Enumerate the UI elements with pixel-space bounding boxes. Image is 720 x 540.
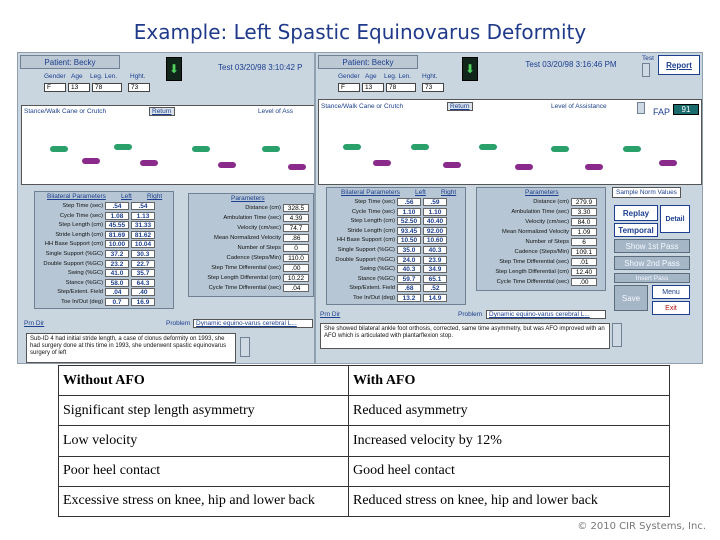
right-value: 92.00	[423, 227, 447, 235]
table-row	[329, 275, 447, 283]
stance-label: Stance/Walk Cane or Crutch	[24, 108, 107, 115]
test-scroll[interactable]	[642, 63, 650, 77]
param-value: 279.9	[571, 198, 597, 206]
table-row	[329, 256, 447, 264]
right-footprint	[585, 164, 603, 170]
assist-dropdown[interactable]	[637, 102, 645, 114]
prn-dir-link[interactable]: Prn Dir	[320, 311, 341, 318]
table-row	[37, 240, 155, 248]
left-value: 10.00	[105, 240, 129, 248]
notes-text[interactable]: Sub-ID 4 had initial stride length, a case of clonus deformity on 1993, she had surgery done at this time in 1993, she underwent spastic equinovarus surgery of left	[26, 333, 236, 363]
param-value: 110.0	[283, 254, 309, 262]
copyright-text: © 2010 CIR Systems, Inc.	[577, 521, 706, 532]
gender-input[interactable]: F	[44, 83, 66, 92]
right-value: 81.62	[131, 231, 155, 239]
stance-label: Stance/Walk Cane or Crutch	[321, 103, 404, 110]
left-value: 1.10	[397, 208, 421, 216]
param-label: Cadence (Steps/Min)	[226, 255, 281, 261]
right-value: 16.9	[131, 298, 155, 306]
leg-len-input[interactable]: 78	[92, 83, 122, 92]
height-label: Hght.	[130, 73, 146, 80]
row-label: Single Support (%GC)	[337, 247, 395, 253]
param-row	[479, 208, 597, 216]
left-value: 93.45	[397, 227, 421, 235]
problem-label: Problem	[166, 320, 191, 327]
param-value: 74.7	[283, 224, 309, 232]
param-value: 109.1	[571, 248, 597, 256]
right-value: 65.1	[423, 275, 447, 283]
param-row	[479, 218, 597, 226]
param-label: Cycle Time Differential (sec)	[496, 279, 569, 285]
gender-input[interactable]: F	[338, 83, 360, 92]
left-value: .04	[105, 288, 129, 296]
right-value: .52	[423, 284, 447, 292]
table-row	[37, 269, 155, 277]
right-value: 40.3	[423, 246, 447, 254]
left-footprint	[114, 144, 132, 150]
with-cell: Reduced asymmetry	[349, 396, 670, 426]
param-row	[479, 268, 597, 276]
right-value: 23.9	[423, 256, 447, 264]
insert-pass-button[interactable]: Insert Pass	[614, 273, 690, 283]
param-label: Number of Steps	[237, 245, 281, 251]
table-row	[37, 288, 155, 296]
without-cell: Low velocity	[59, 426, 349, 456]
param-row	[479, 248, 597, 256]
param-label: Cycle Time Differential (sec)	[208, 285, 281, 291]
right-value: 40.40	[423, 217, 447, 225]
param-row	[191, 284, 309, 292]
download-icon[interactable]: ⬇	[166, 57, 182, 81]
table-row	[59, 396, 670, 426]
right-value: 31.33	[131, 221, 155, 229]
left-value: 45.55	[105, 221, 129, 229]
table-title: Bilateral Parameters	[341, 189, 400, 196]
right-value: 10.04	[131, 240, 155, 248]
table-row	[37, 250, 155, 258]
screenshots-area	[17, 52, 703, 364]
gender-label: Gender	[44, 73, 66, 80]
row-label: Stride Length (cm)	[347, 227, 395, 234]
param-row	[191, 214, 309, 222]
col-right: Right	[441, 189, 457, 196]
right-value: 35.7	[131, 269, 155, 277]
test-label: Test	[642, 55, 654, 62]
param-row	[479, 228, 597, 236]
param-value: 84.0	[571, 218, 597, 226]
param-label: Step Length Differential (cm)	[495, 269, 569, 275]
left-footprint	[411, 144, 429, 150]
test-date: Test 03/20/98 3:10:42 P	[218, 62, 303, 72]
prn-dir-link[interactable]: Prn Dir	[24, 320, 45, 327]
height-input[interactable]: 73	[128, 83, 150, 92]
row-label: Cycle Time (sec)	[59, 212, 103, 219]
left-value: 58.0	[105, 279, 129, 287]
leg-len-label: Leg. Len.	[90, 73, 118, 80]
row-label: Stance (%GC)	[65, 279, 103, 286]
row-label: Step Time (sec)	[354, 199, 395, 205]
row-label: Cycle Time (sec)	[351, 208, 395, 215]
right-value: 14.9	[423, 294, 447, 302]
param-row	[191, 264, 309, 272]
left-value: 37.2	[105, 250, 129, 258]
right-value: 1.10	[423, 208, 447, 216]
table-row	[37, 221, 155, 229]
with-cell: Reduced stress on knee, hip and lower back	[349, 486, 670, 516]
param-label: Ambulation Time (sec)	[511, 209, 569, 215]
col-right: Right	[147, 193, 163, 200]
table-row	[37, 202, 155, 210]
menu-button[interactable]: Menu	[652, 285, 690, 299]
table-row	[37, 260, 155, 268]
header-without-afo: Without AFO	[59, 366, 349, 396]
table-row	[37, 231, 155, 239]
param-label: Distance (cm)	[245, 205, 281, 211]
detail-button[interactable]	[660, 205, 690, 233]
param-value: .86	[283, 234, 309, 242]
table-row	[329, 217, 447, 225]
left-footprint	[551, 146, 569, 152]
comparison-table	[58, 365, 670, 517]
left-value: 81.69	[105, 231, 129, 239]
right-footprint	[82, 158, 100, 164]
left-value: 41.0	[105, 269, 129, 277]
test-date: Test 03/20/98 3:16:46 PM	[525, 59, 617, 69]
replay-button[interactable]: Replay	[614, 205, 658, 221]
table-row	[59, 486, 670, 516]
bilateral-parameters-table	[326, 187, 466, 305]
param-row	[191, 204, 309, 212]
header-row	[59, 366, 670, 396]
without-cell: Excessive stress on knee, hip and lower back	[59, 486, 349, 516]
left-value: 35.0	[397, 246, 421, 254]
right-value: .40	[131, 288, 155, 296]
parameters-table	[476, 187, 606, 291]
row-label: Swing (%GC)	[67, 270, 103, 277]
assist-label: Level of Assistance	[551, 103, 607, 110]
table-title: Parameters	[525, 189, 559, 196]
param-label: Ambulation Time (sec)	[223, 215, 281, 221]
age-label: Age	[71, 73, 83, 80]
left-footprint	[192, 146, 210, 152]
param-label: Step Time Differential (sec)	[499, 259, 569, 265]
without-cell: Poor heel contact	[59, 456, 349, 486]
table-title: Parameters	[231, 195, 265, 202]
param-value: 1.09	[571, 228, 597, 236]
age-label: Age	[365, 73, 377, 80]
left-footprint	[623, 146, 641, 152]
left-value: 13.2	[397, 294, 421, 302]
with-cell: Good heel contact	[349, 456, 670, 486]
bilateral-parameters-table	[34, 191, 174, 309]
problem-field[interactable]: Dynamic equino-varus cerebral L...	[193, 319, 313, 328]
right-value: 22.7	[131, 260, 155, 268]
height-input[interactable]: 73	[422, 83, 444, 92]
right-footprint	[515, 164, 533, 170]
left-value: 59.7	[397, 275, 421, 283]
right-footprint	[140, 160, 158, 166]
left-value: 24.0	[397, 256, 421, 264]
param-row	[191, 234, 309, 242]
show-2nd-pass-button[interactable]: Show 2nd Pass	[614, 256, 690, 270]
param-label: Mean Normalized Velocity	[501, 229, 569, 235]
left-footprint	[479, 144, 497, 150]
leg-len-label: Leg. Len.	[384, 73, 412, 80]
scrollbar[interactable]	[240, 337, 250, 357]
left-value: 1.08	[105, 212, 129, 220]
report-button[interactable]: Report	[658, 55, 700, 75]
right-value: 10.60	[423, 236, 447, 244]
row-label: Step/Extent. Field	[349, 285, 395, 292]
right-value: 30.3	[131, 250, 155, 258]
col-left: Left	[121, 193, 132, 200]
param-label: Step Length Differential (cm)	[207, 275, 281, 281]
param-value: .04	[283, 284, 309, 292]
left-gait-screen	[17, 52, 315, 364]
left-footprint	[50, 146, 68, 152]
table-row	[37, 279, 155, 287]
table-row	[329, 236, 447, 244]
left-value: .54	[105, 202, 129, 210]
leg-len-input[interactable]: 78	[386, 83, 416, 92]
left-value: 52.50	[397, 217, 421, 225]
param-value: .01	[571, 258, 597, 266]
param-row	[191, 244, 309, 252]
col-left: Left	[415, 189, 426, 196]
right-value: .59	[423, 198, 447, 206]
table-row	[329, 198, 447, 206]
param-value: .00	[571, 278, 597, 286]
patient-field: Patient: Becky	[318, 55, 418, 69]
notes-text[interactable]: She showed bilateral ankle foot orthosis, corrected, same time asymmetry, but was AFO improved with an AFO which is articulated with plantarflexion stop.	[320, 323, 610, 349]
temporal-button[interactable]: Temporal	[614, 223, 658, 237]
footprint-strip	[21, 105, 315, 185]
param-row	[479, 278, 597, 286]
gender-label: Gender	[338, 73, 360, 80]
table-row	[59, 426, 670, 456]
param-value: 328.5	[283, 204, 309, 212]
param-label: Velocity (cm/sec)	[237, 225, 281, 231]
table-title: Bilateral Parameters	[47, 193, 106, 200]
param-label: Cadence (Steps/Min)	[514, 249, 569, 255]
param-value: .00	[283, 264, 309, 272]
right-footprint	[659, 160, 677, 166]
return-button[interactable]: Return	[447, 102, 473, 111]
row-label: HH Base Support (cm)	[336, 237, 395, 244]
left-value: .68	[397, 284, 421, 292]
table-row	[329, 284, 447, 292]
row-label: Double Support (%GC)	[43, 260, 103, 267]
download-icon[interactable]: ⬇	[462, 57, 478, 81]
parameters-table	[188, 193, 314, 297]
with-cell: Increased velocity by 12%	[349, 426, 670, 456]
row-label: Double Support (%GC)	[335, 256, 395, 263]
param-row	[191, 224, 309, 232]
left-value: 0.7	[105, 298, 129, 306]
param-label: Mean Normalized Velocity	[213, 235, 281, 241]
row-label: Toe In/Out (deg)	[353, 295, 395, 301]
table-row	[329, 265, 447, 273]
param-label: Number of Steps	[525, 239, 569, 245]
param-value: 0	[283, 244, 309, 252]
param-value: 4.39	[283, 214, 309, 222]
save-button[interactable]: Save	[614, 285, 648, 311]
right-value: .54	[131, 202, 155, 210]
left-footprint	[262, 146, 280, 152]
row-label: Stride Length (cm)	[55, 231, 103, 238]
row-label: Step Time (sec)	[62, 203, 103, 209]
exit-button[interactable]: Exit	[652, 301, 690, 315]
left-footprint	[343, 144, 361, 150]
age-input[interactable]: 13	[362, 83, 384, 92]
problem-field[interactable]: Dynamic equino-varus cerebral L...	[486, 310, 606, 319]
without-cell: Significant step length asymmetry	[59, 396, 349, 426]
table-row	[37, 298, 155, 306]
right-value: 34.9	[423, 265, 447, 273]
param-label: Velocity (cm/sec)	[525, 219, 569, 225]
footprint-strip	[318, 99, 702, 185]
row-label: Step/Extent. Field	[57, 289, 103, 296]
age-input[interactable]: 13	[68, 83, 90, 92]
param-value: 10.22	[283, 274, 309, 282]
param-value: 6	[571, 238, 597, 246]
right-footprint	[288, 164, 306, 170]
patient-field: Patient: Becky	[20, 55, 120, 69]
row-label: Toe In/Out (deg)	[61, 299, 103, 305]
table-row	[329, 246, 447, 254]
slide-title: Example: Left Spastic Equinovarus Deformity	[133, 20, 587, 44]
table-row	[329, 208, 447, 216]
param-row	[479, 198, 597, 206]
left-value: 10.50	[397, 236, 421, 244]
detail-label: Detail	[665, 215, 685, 223]
assist-label: Level of Ass	[258, 108, 294, 115]
right-footprint	[373, 160, 391, 166]
left-value: 40.3	[397, 265, 421, 273]
row-label: Stance (%GC)	[357, 275, 395, 282]
return-button[interactable]: Return	[149, 107, 175, 116]
show-1st-pass-button[interactable]: Show 1st Pass	[614, 239, 690, 253]
height-label: Hght.	[422, 73, 438, 80]
row-label: HH Base Support (cm)	[44, 241, 103, 248]
right-footprint	[443, 162, 461, 168]
header-with-afo: With AFO	[349, 366, 670, 396]
param-value: 12.40	[571, 268, 597, 276]
row-label: Single Support (%GC)	[45, 251, 103, 257]
right-value: 1.13	[131, 212, 155, 220]
right-footprint	[218, 162, 236, 168]
table-row	[59, 456, 670, 486]
sample-norm-note: Sample Norm Values	[612, 187, 681, 198]
param-row	[479, 238, 597, 246]
table-row	[329, 227, 447, 235]
param-label: Distance (cm)	[533, 199, 569, 205]
param-row	[191, 274, 309, 282]
problem-label: Problem	[458, 311, 483, 318]
param-label: Step Time Differential (sec)	[211, 265, 281, 271]
scrollbar[interactable]	[612, 323, 622, 347]
param-row	[191, 254, 309, 262]
left-value: .56	[397, 198, 421, 206]
row-label: Step Length (cm)	[350, 218, 395, 225]
row-label: Swing (%GC)	[359, 266, 395, 273]
right-gait-screen	[315, 52, 703, 364]
param-value: 3.30	[571, 208, 597, 216]
row-label: Step Length (cm)	[58, 222, 103, 229]
fap-value: 91	[673, 104, 699, 115]
table-row	[37, 212, 155, 220]
left-value: 23.2	[105, 260, 129, 268]
param-row	[479, 258, 597, 266]
right-value: 64.3	[131, 279, 155, 287]
table-row	[329, 294, 447, 302]
fap-label: FAP	[653, 107, 671, 117]
